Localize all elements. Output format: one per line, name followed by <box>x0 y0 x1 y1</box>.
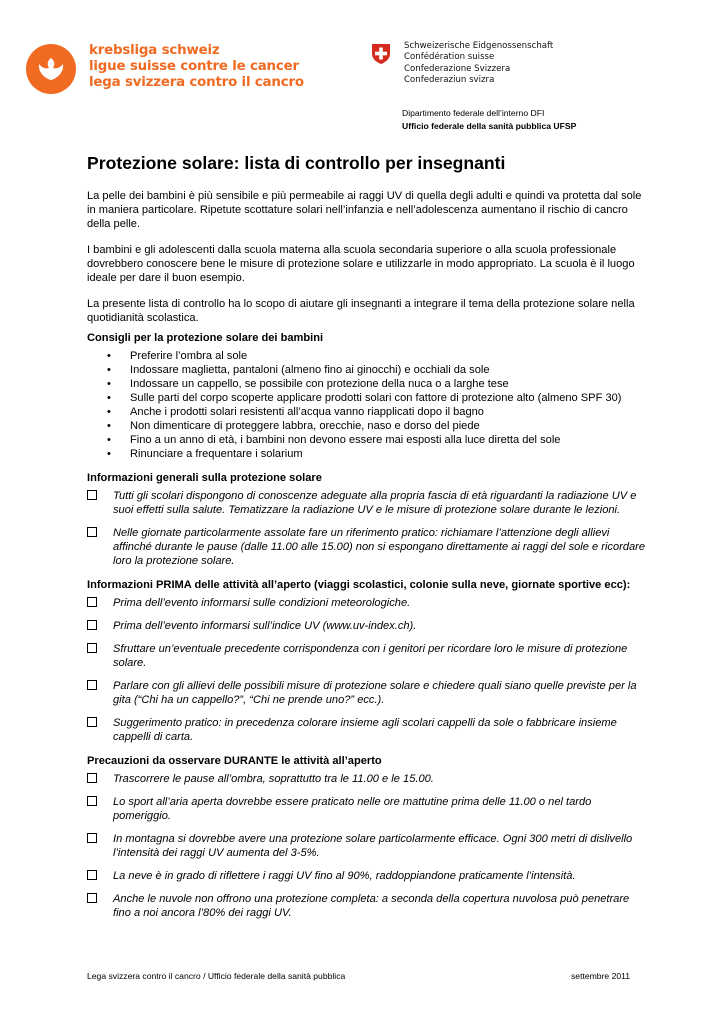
swiss-cross-icon <box>370 43 392 65</box>
checklist-item-text: Prima dell’evento informarsi sulle condizioni meteorologiche. <box>113 597 411 609</box>
checklist-item-text: Trascorrere le pause all’ombra, soprattutto tra le 11.00 e le 15.00. <box>113 773 434 785</box>
list-item: • Indossare un cappello, se possibile con protezione della nuca o a larghe tese <box>87 377 647 391</box>
org-name-de: krebsliga schweiz <box>89 43 220 58</box>
checkbox[interactable] <box>87 527 97 537</box>
checklist-item <box>87 716 647 744</box>
checklist-item <box>87 795 647 823</box>
list-item: • Fino a un anno di età, i bambini non devono essere mai esposti alla luce diretta del sole <box>87 433 647 447</box>
checklist-heading-during: Precauzioni da osservare DURANTE le attività all’aperto <box>87 755 382 767</box>
checklist-item <box>87 642 647 670</box>
checklist-item-text: Parlare con gli allievi delle possibili misure di protezione solare e chiedere quali siano quelle previste per la gita (“Chi ha un cappello?”, “Chi ne prende uno?” ecc.). <box>113 680 637 706</box>
checklist-item-text: Lo sport all’aria aperta dovrebbe essere praticato nelle ore mattutine prima delle 11.00 o nel tardo pomeriggio. <box>113 796 592 822</box>
checklist-heading-general: Informazioni generali sulla protezione solare <box>87 472 322 484</box>
confed-rm: Confederaziun svizra <box>404 75 495 86</box>
footer-source: Lega svizzera contro il cancro / Ufficio federale della sanità pubblica <box>87 971 346 981</box>
page-title: Protezione solare: lista di controllo per insegnanti <box>87 153 506 173</box>
checkbox[interactable] <box>87 833 97 843</box>
footer-date: settembre 2011 <box>571 971 631 981</box>
tips-heading: Consigli per la protezione solare dei bambini <box>87 332 324 344</box>
checklist-item-text: Prima dell’evento informarsi sull’indice UV (www.uv-index.ch). <box>113 620 417 632</box>
checklist-before <box>87 596 647 744</box>
checkbox[interactable] <box>87 796 97 806</box>
intro-paragraph: I bambini e gli adolescenti dalla scuola materna alla scuola secondaria superiore o alla scuola professionale dovrebbero conoscere bene le misure di protezione solare e utilizzarle in modo appropriato. La scuola è il luogo ideale per dare il buon esempio. <box>87 244 635 284</box>
checklist-item-text: Anche le nuvole non offrono una protezione completa: a seconda della copertura nuvolosa può penetrare fino a noi ancora l’80% dei raggi UV. <box>113 893 630 919</box>
checkbox[interactable] <box>87 893 97 903</box>
checkbox[interactable] <box>87 620 97 630</box>
checklist-heading-before: Informazioni PRIMA delle attività all’aperto (viaggi scolastici, colonie sulla neve, giornate sportive ecc): <box>87 579 631 591</box>
checklist-item-text: Nelle giornate particolarmente assolate fare un riferimento pratico: richiamare l’attenzione degli allievi affinché durante le pause (dalle 11.00 alle 15.00) non si espongano direttamente ai raggi del sole e ricordare loro la protezione solare. <box>113 527 646 567</box>
checklist-item <box>87 772 647 786</box>
checklist-item <box>87 892 647 920</box>
confederation-names <box>404 41 553 87</box>
checklist-item <box>87 832 647 860</box>
checklist-item-text: Tutti gli scolari dispongono di conoscenze adeguate alla propria fascia di età riguardanti la radiazione UV e suoi effetti sulla salute. Tematizzare la radiazione UV e le misure di protezione solare durante le lezioni. <box>113 490 637 516</box>
intro-paragraph: La pelle dei bambini è più sensibile e più permeabile ai raggi UV di quella degli adulti e quindi va protetta dal sole in maniera particolare. Ripetute scottature solari nell’infanzia e nell’adolescenza aumentano il rischio di cancro della pelle. <box>87 190 642 230</box>
checkbox[interactable] <box>87 680 97 690</box>
checklist-during <box>87 772 647 920</box>
office-name: Ufficio federale della sanità pubblica UFSP <box>402 121 577 131</box>
intro-paragraph: La presente lista di controllo ha lo scopo di aiutare gli insegnanti a integrare il tema della protezione solare nella quotidianità scolastica. <box>87 298 635 324</box>
confed-de: Schweizerische Eidgenossenschaft <box>404 41 554 51</box>
tips-list <box>87 349 647 461</box>
checklist-item <box>87 869 647 883</box>
org-name-fr: ligue suisse contre le cancer <box>89 59 299 74</box>
checklist-item-text: La neve è in grado di riflettere i raggi UV fino al 90%, raddoppiandone praticamente l’intensità. <box>113 870 576 882</box>
checkbox[interactable] <box>87 717 97 727</box>
checklist-item <box>87 679 647 707</box>
checklist-item <box>87 619 647 633</box>
document-body <box>87 152 647 930</box>
list-item: • Non dimenticare di proteggere labbra, orecchie, naso e dorso del piede <box>87 419 647 433</box>
confed-fr: Confédération suisse <box>404 52 495 63</box>
checkbox[interactable] <box>87 490 97 500</box>
checklist-item <box>87 526 647 568</box>
checklist-item-text: Suggerimento pratico: in precedenza colorare insieme agli scolari cappelli da sole o fabbricare insieme cappelli di carta. <box>113 717 617 743</box>
department-name: Dipartimento federale dell’interno DFI <box>402 108 545 118</box>
list-item: • Indossare maglietta, pantaloni (almeno fino ai ginocchi) e occhiali da sole <box>87 363 647 377</box>
list-item: • Anche i prodotti solari resistenti all’acqua vanno riapplicati dopo il bagno <box>87 405 647 419</box>
checklist-item <box>87 489 647 517</box>
checklist-item <box>87 596 647 610</box>
list-item: • Sulle parti del corpo scoperte applicare prodotti solari con fattore di protezione alto (almeno SPF 30) <box>87 391 647 405</box>
org-name-it: lega svizzera contro il cancro <box>89 75 304 90</box>
checkbox[interactable] <box>87 773 97 783</box>
checkbox[interactable] <box>87 597 97 607</box>
list-item: • Preferire l’ombra al sole <box>87 349 647 363</box>
krebsliga-logo-icon <box>26 44 76 94</box>
checklist-general <box>87 489 647 568</box>
checkbox[interactable] <box>87 643 97 653</box>
list-item: • Rinunciare a frequentare i solarium <box>87 447 647 461</box>
confed-it: Confederazione Svizzera <box>404 63 511 74</box>
krebsliga-name <box>89 43 304 91</box>
checkbox[interactable] <box>87 870 97 880</box>
checklist-item-text: In montagna si dovrebbe avere una protezione solare particolarmente efficace. Ogni 300 metri di dislivello l’intensità dei raggi UV aumenta del 3-5%. <box>113 833 633 859</box>
checklist-item-text: Sfruttare un’eventuale precedente corrispondenza con i genitori per ricordare loro le misure di protezione solare. <box>113 643 628 669</box>
